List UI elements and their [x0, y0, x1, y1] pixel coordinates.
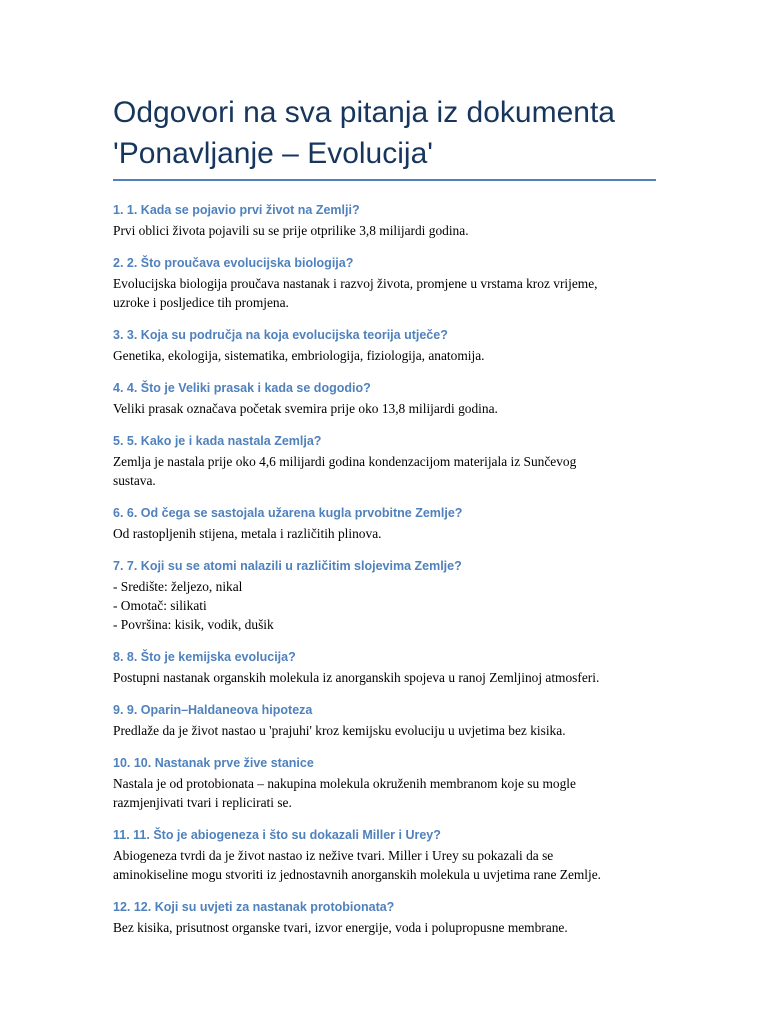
question-heading: 12. 12. Koji su uvjeti za nastanak protobionata?	[113, 900, 395, 914]
document-title-line-2: 'Ponavljanje – Evolucija'	[113, 137, 433, 170]
answer-line: Evolucijska biologija proučava nastanak i razvoj života, promjene u vrstama kroz vrijeme,	[113, 276, 598, 291]
answer-line: Postupni nastanak organskih molekula iz anorganskih spojeva u ranoj Zemljinoj atmosferi.	[113, 670, 600, 685]
question-heading: 2. 2. Što proučava evolucijska biologija?	[113, 256, 354, 270]
answer-text	[113, 524, 656, 543]
answer-line: razmjenjivati tvari i replicirati se.	[113, 795, 292, 810]
question-heading: 5. 5. Kako je i kada nastala Zemlja?	[113, 434, 322, 448]
qa-list	[113, 201, 656, 937]
answer-line: Abiogeneza tvrdi da je život nastao iz nežive tvari. Miller i Urey su pokazali da se	[113, 848, 554, 863]
question-heading: 4. 4. Što je Veliki prasak i kada se dogodio?	[113, 381, 371, 395]
answer-text	[113, 668, 656, 687]
answer-line: uzroke i posljedice tih promjena.	[113, 295, 289, 310]
answer-line: Predlaže da je život nastao u 'prajuhi' kroz kemijsku evoluciju u uvjetima bez kisika.	[113, 723, 566, 738]
answer-line: - Omotač: silikati	[113, 598, 207, 613]
document-page	[113, 92, 656, 951]
answer-line: Prvi oblici života pojavili su se prije otprilike 3,8 milijardi godina.	[113, 223, 469, 238]
qa-item	[113, 557, 656, 634]
answer-line: Od rastopljenih stijena, metala i različitih plinova.	[113, 526, 382, 541]
question-heading: 8. 8. Što je kemijska evolucija?	[113, 650, 296, 664]
answer-text	[113, 399, 656, 418]
qa-item	[113, 701, 656, 740]
question-heading: 6. 6. Od čega se sastojala užarena kugla prvobitne Zemlje?	[113, 506, 463, 520]
qa-item	[113, 254, 656, 312]
qa-item	[113, 648, 656, 687]
answer-line: Zemlja je nastala prije oko 4,6 milijardi godina kondenzacijom materijala iz Sunčevog	[113, 454, 577, 469]
qa-item	[113, 326, 656, 365]
answer-line: - Središte: željezo, nikal	[113, 579, 243, 594]
qa-item	[113, 504, 656, 543]
answer-line: Nastala je od protobionata – nakupina molekula okruženih membranom koje su mogle	[113, 776, 576, 791]
question-heading: 1. 1. Kada se pojavio prvi život na Zemlji?	[113, 203, 360, 217]
answer-line: Veliki prasak označava početak svemira prije oko 13,8 milijardi godina.	[113, 401, 498, 416]
answer-text	[113, 774, 656, 812]
answer-text	[113, 274, 656, 312]
answer-text	[113, 918, 656, 937]
answer-line: sustava.	[113, 473, 156, 488]
qa-item	[113, 754, 656, 812]
answer-line: aminokiseline mogu stvoriti iz jednostavnih anorganskih molekula u uvjetima rane Zemlje.	[113, 867, 602, 882]
qa-item	[113, 826, 656, 884]
answer-text	[113, 346, 656, 365]
document-title	[113, 92, 656, 174]
answer-line: Bez kisika, prisutnost organske tvari, izvor energije, voda i polupropusne membrane.	[113, 920, 568, 935]
title-divider	[113, 179, 656, 181]
answer-text	[113, 577, 656, 634]
answer-line: Genetika, ekologija, sistematika, embriologija, fiziologija, anatomija.	[113, 348, 485, 363]
answer-text	[113, 846, 656, 884]
answer-line: - Površina: kisik, vodik, dušik	[113, 617, 274, 632]
qa-item	[113, 379, 656, 418]
answer-text	[113, 221, 656, 240]
question-heading: 9. 9. Oparin–Haldaneova hipoteza	[113, 703, 313, 717]
document-title-line-1: Odgovori na sva pitanja iz dokumenta	[113, 96, 615, 129]
question-heading: 11. 11. Što je abiogeneza i što su dokazali Miller i Urey?	[113, 828, 441, 842]
answer-text	[113, 452, 656, 490]
qa-item	[113, 201, 656, 240]
question-heading: 7. 7. Koji su se atomi nalazili u različitim slojevima Zemlje?	[113, 559, 462, 573]
question-heading: 3. 3. Koja su područja na koja evolucijska teorija utječe?	[113, 328, 448, 342]
qa-item	[113, 432, 656, 490]
question-heading: 10. 10. Nastanak prve žive stanice	[113, 756, 314, 770]
answer-text	[113, 721, 656, 740]
qa-item	[113, 898, 656, 937]
